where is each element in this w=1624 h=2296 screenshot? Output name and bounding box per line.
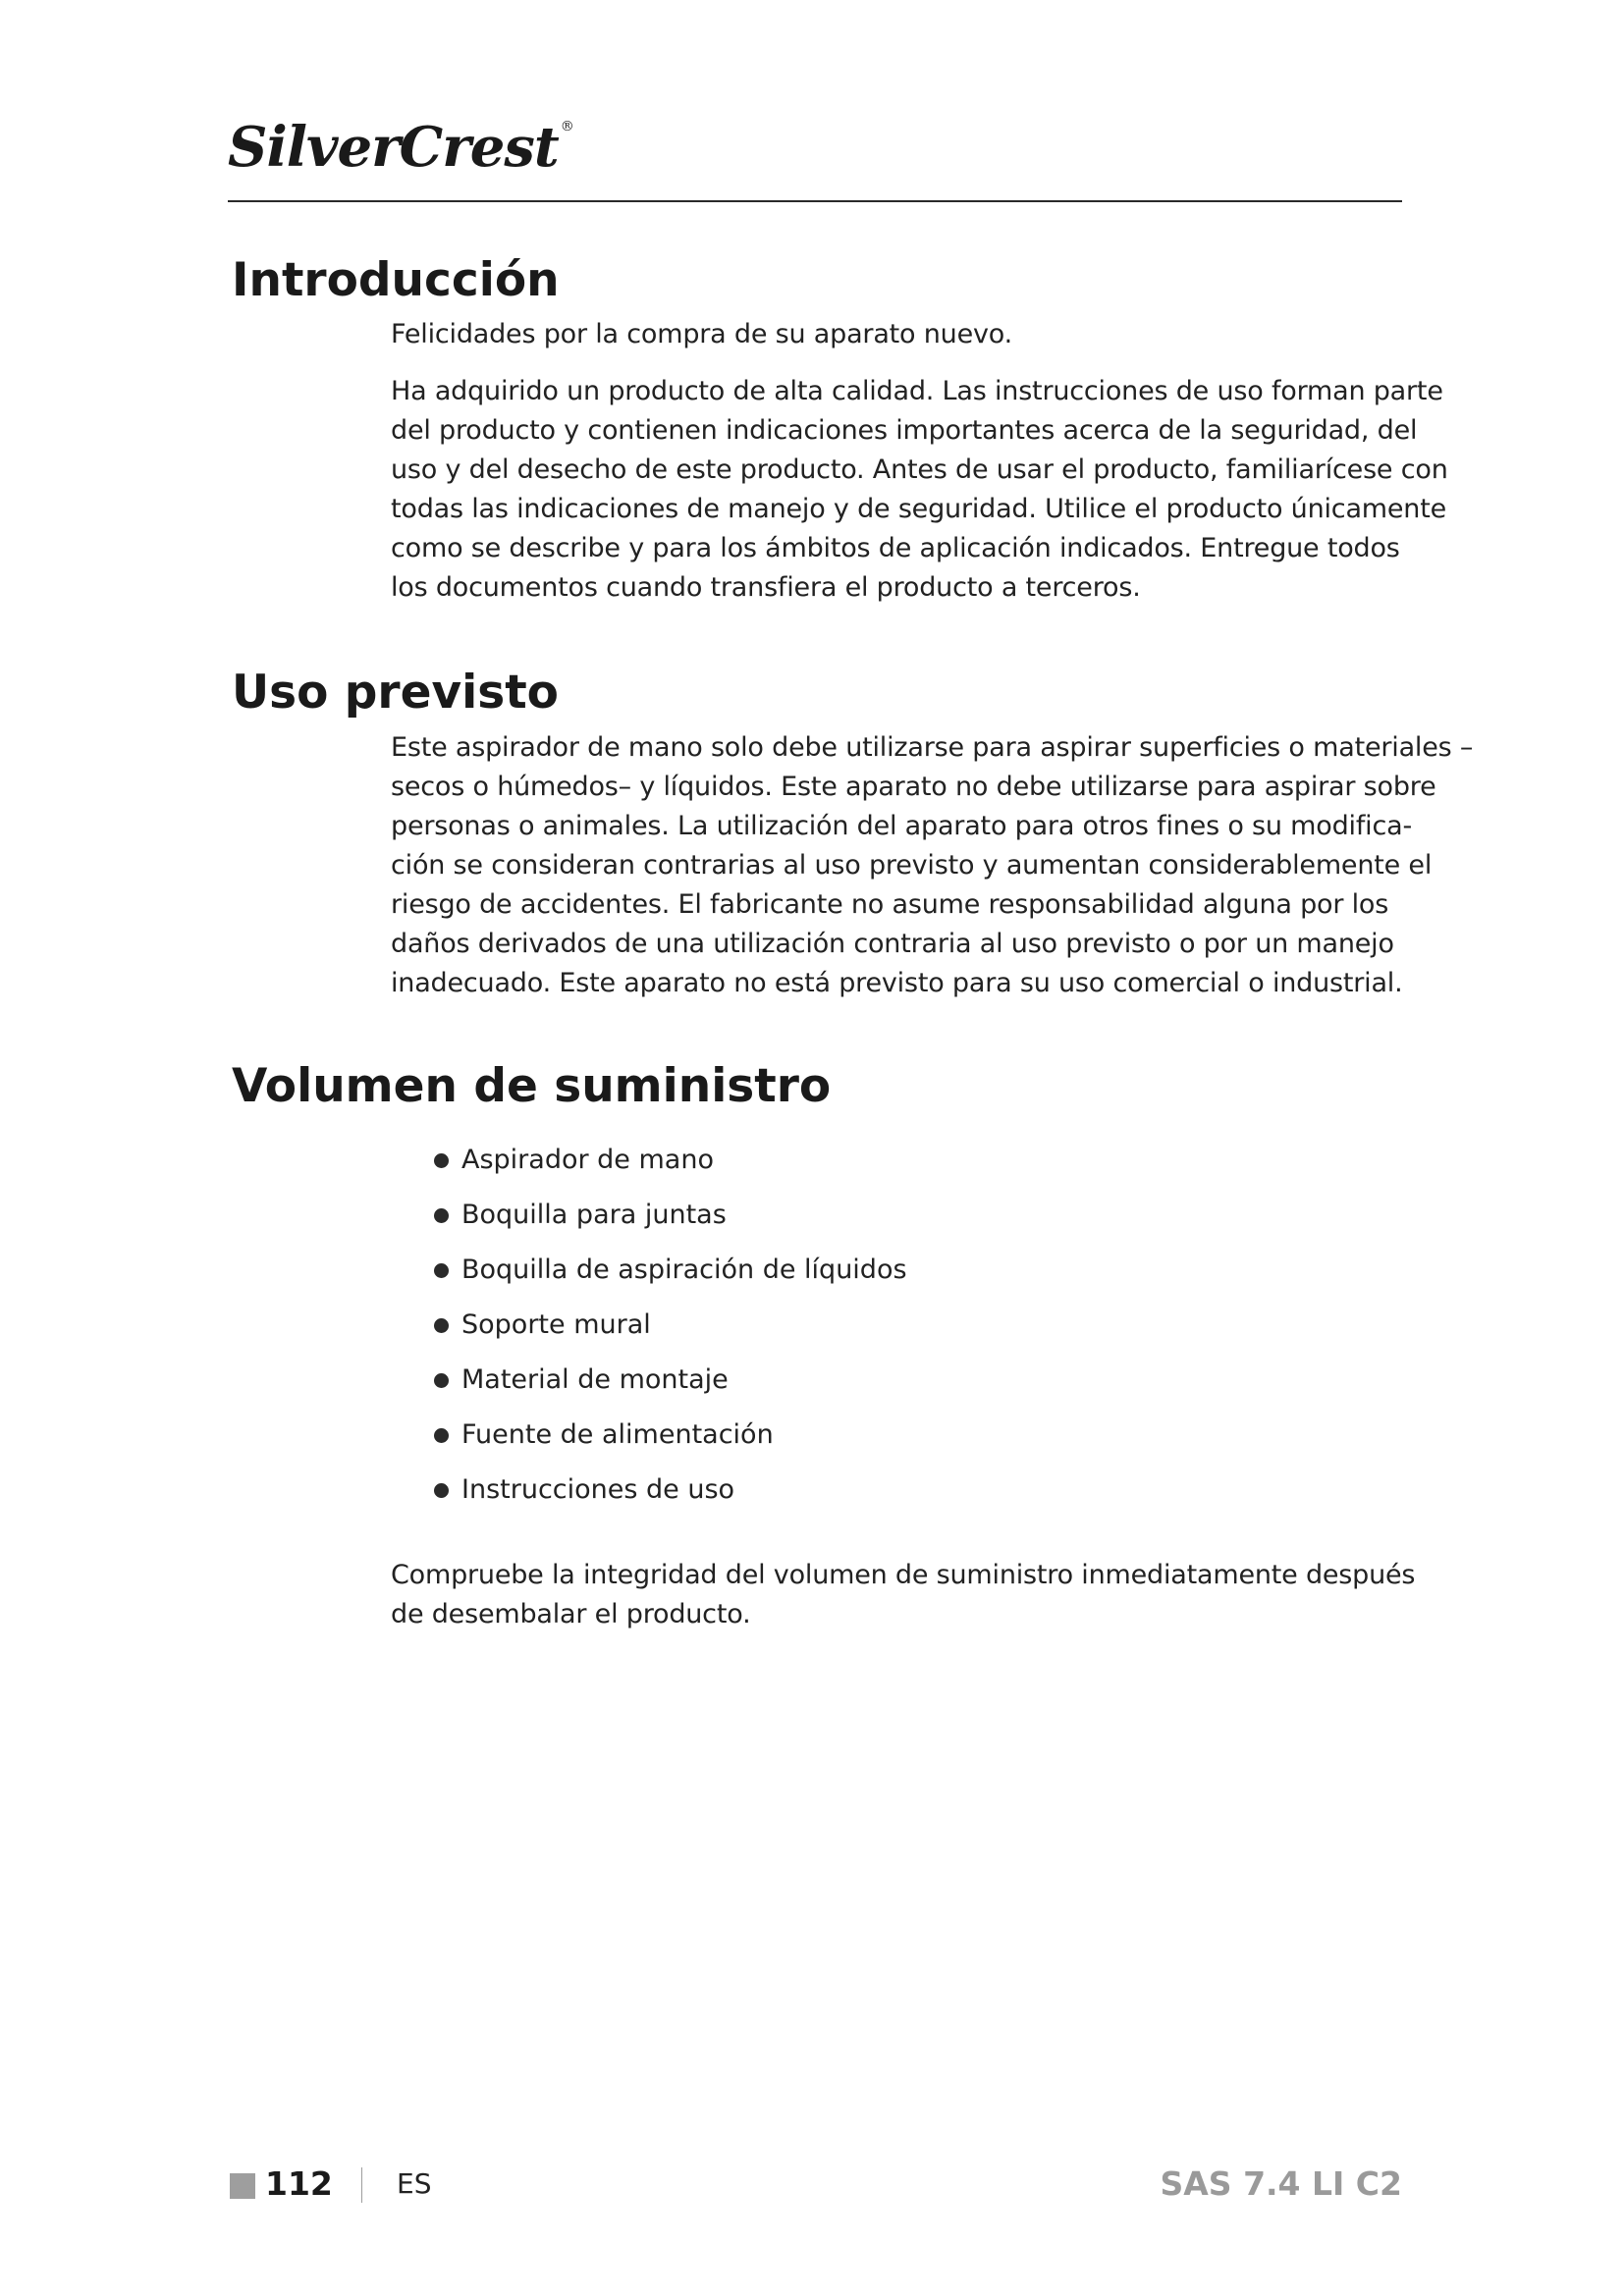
text-line: del producto y contienen indicaciones importantes acerca de la seguridad, del — [391, 415, 1418, 446]
bullet-icon — [434, 1318, 449, 1333]
text-line: secos o húmedos– y líquidos. Este aparato no debe utilizarse para aspirar sobre — [391, 772, 1436, 802]
list-item — [432, 1141, 907, 1196]
list-item-label: Soporte mural — [461, 1309, 651, 1340]
registered-mark: ® — [560, 119, 573, 134]
brand-name: SilverCrest — [228, 115, 559, 180]
uso-paragraph — [391, 728, 1474, 1003]
list-item-label: Aspirador de mano — [461, 1145, 714, 1175]
brand-logo — [228, 115, 573, 180]
bullet-icon — [434, 1428, 449, 1443]
section-title-volumen-de-suministro: Volumen de suministro — [232, 1059, 832, 1113]
list-item — [432, 1251, 907, 1306]
footer-divider — [361, 2167, 362, 2203]
list-item — [432, 1470, 907, 1525]
intro-paragraph — [391, 372, 1448, 608]
bullet-icon — [434, 1483, 449, 1498]
text-line: todas las indicaciones de manejo y de seguridad. Utilice el producto únicamente — [391, 494, 1447, 524]
list-item — [432, 1415, 907, 1470]
text-line: inadecuado. Este aparato no está previsto para su uso comercial o industrial. — [391, 968, 1403, 998]
text-line: Ha adquirido un producto de alta calidad. Las instrucciones de uso forman parte — [391, 376, 1443, 406]
page-number: 112 — [265, 2164, 333, 2203]
list-item-label: Fuente de alimentación — [461, 1419, 774, 1450]
text-line: los documentos cuando transfiera el producto a terceros. — [391, 572, 1141, 603]
text-line: daños derivados de una utilización contraria al uso previsto o por un manejo — [391, 929, 1394, 959]
section-title-uso-previsto: Uso previsto — [232, 666, 559, 720]
list-item — [432, 1361, 907, 1415]
model-name: SAS 7.4 LI C2 — [1160, 2164, 1402, 2203]
text-line: riesgo de accidentes. El fabricante no asume responsabilidad alguna por los — [391, 889, 1389, 920]
text-line: como se describe y para los ámbitos de aplicación indicados. Entregue todos — [391, 533, 1400, 563]
footer-square-icon — [230, 2173, 255, 2199]
text-line: personas o animales. La utilización del aparato para otros fines o su modifica- — [391, 811, 1412, 841]
list-item — [432, 1196, 907, 1251]
text-line: Compruebe la integridad del volumen de suministro inmediatamente después — [391, 1560, 1416, 1590]
header-rule — [228, 200, 1402, 202]
bullet-icon — [434, 1153, 449, 1168]
text-line: de desembalar el producto. — [391, 1599, 751, 1629]
text-line: ción se consideran contrarias al uso previsto y aumentan considerablemente el — [391, 850, 1433, 881]
text-line: uso y del desecho de este producto. Antes de usar el producto, familiarícese con — [391, 454, 1448, 485]
list-item — [432, 1306, 907, 1361]
list-item-label: Boquilla de aspiración de líquidos — [461, 1255, 907, 1285]
supply-list — [432, 1141, 907, 1525]
list-item-label: Material de montaje — [461, 1364, 729, 1395]
list-item-label: Boquilla para juntas — [461, 1200, 727, 1230]
list-item-label: Instrucciones de uso — [461, 1474, 735, 1505]
language-code: ES — [397, 2167, 432, 2200]
section-title-introduccion: Introducción — [232, 253, 560, 307]
bullet-icon — [434, 1208, 449, 1223]
text-line: Felicidades por la compra de su aparato nuevo. — [391, 319, 1012, 349]
text-line: Este aspirador de mano solo debe utilizarse para aspirar superficies o materiales – — [391, 732, 1474, 763]
bullet-icon — [434, 1373, 449, 1388]
bullet-icon — [434, 1263, 449, 1278]
intro-greeting — [391, 315, 1412, 354]
supply-note — [391, 1556, 1416, 1634]
